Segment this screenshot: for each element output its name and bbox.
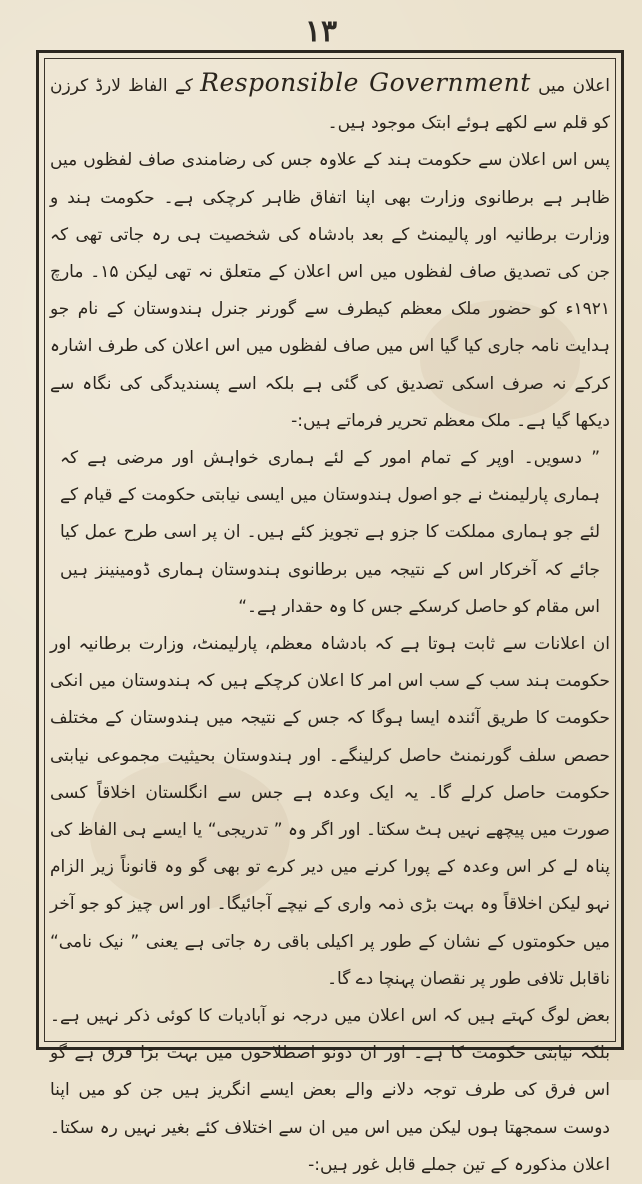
urdu-text-body bbox=[50, 64, 611, 1175]
paragraph-5: بعض لوگ کہتے ہیں کہ اس اعلان میں درجہ نو آبادیات کا کوئی ذکر نہیں ہے۔ بلکہ نیابتی حکومت کا ہے۔ اور ان دونو اصطلاحوں میں بہت بڑا فرق ہے گو اس فرق کی طرف توجہ دلانے والے بعض ایسے انگریز ہیں جن کو میں اپنا دوست سمجھتا ہوں لیکن میں اس میں ان سے اختلاف کئے بغیر نہیں رہ سکتا۔ اعلان مذکورہ کے تین جملے قابل غور ہیں:- bbox=[50, 1006, 610, 1175]
paragraph-1-tail: کے الفاظ لارڈ کرزن کو قلم سے لکھے ہوئے ابتک موجود ہیں۔ bbox=[50, 76, 610, 134]
paragraph-2: پس اس اعلان سے حکومت ہند کے علاوہ جس کی رضامندی صاف لفظوں میں ظاہر ہے برطانوی وزارت بھی اپنا اتفاق ظاہر کرچکی ہے۔ حکومت ہند و وزارت برطانیہ اور پالیمنٹ کے بعد بادشاہ کی شخصیت ہی رہ جاتی تھی کہ جن کی تصدیق صاف لفظوں میں اس اعلان کے متعلق نہ تھی لیکن ۱۵۔ مارچ ۱۹۲۱ء کو حضور ملک معظم کیطرف سے گورنر جنرل ہندوستان کے نام جو ہدایت نامہ جاری کیا گیا اس میں صاف لفظوں میں اس اعلان کی طرف اشارہ کرکے نہ صرف اسکی تصدیق کی گئی ہے بلکہ اسے پسندیدگی کی نگاہ سے دیکھا گیا ہے۔ ملک معظم تحریر فرماتے ہیں:- bbox=[50, 150, 610, 431]
paragraph-1 bbox=[50, 64, 610, 142]
paragraph-4: ان اعلانات سے ثابت ہوتا ہے کہ بادشاہ معظم، پارلیمنٹ، وزارت برطانیہ اور حکومت ہند سب کے سب اس امر کا اعلان کرچکے ہیں کہ ہندوستان میں انکی حکومت کا طریق آئندہ ایسا ہوگا کہ جس کے نتیجہ میں ہندوستان کے مختلف حصص سلف گورنمنٹ حاصل کرلینگے۔ اور ہندوستان بحیثیت مجموعی نیابتی حکومت حاصل کرلے گا۔ یہ ایک وعدہ ہے جس سے انگلستان اخلاقاً کسی صورت میں پیچھے نہیں ہٹ سکتا۔ اور اگر وہ ” تدریجی“ یا ایسے ہی الفاظ کی پناہ لے کر اس وعدہ کے پورا کرنے میں دیر کرے تو بھی گو وہ قانوناً زیر الزام نہو لیکن اخلاقاً وہ بہت بڑی ذمہ واری کے نیچے آجائیگا۔ اور اس چیز کو جو آخر میں حکومتوں کے نشان کے طور پر اکیلی باقی رہ جاتی ہے یعنی ” نیک نامی“ ناقابل تلافی طور پر نقصان پہنچا دے گا۔ bbox=[50, 634, 610, 989]
page-number: ١٣ bbox=[304, 14, 338, 49]
royal-quote: ” دسویں۔ اوپر کے تمام امور کے لئے ہماری خواہش اور مرضی ہے کہ ہماری پارلیمنٹ نے جو اصول ہندوستان میں ایسی نیابتی حکومت کے قیام کے لئے جو ہماری مملکت کا جزو ہے تجویز کئے ہیں۔ ان پر اسی طرح عمل کیا جائے کہ آخرکار اس کے نتیجہ میں برطانوی ہندوستان ہماری ڈومینینز ہیں اس مقام کو حاصل کرسکے جس کا وہ حقدار ہے۔“ bbox=[60, 448, 600, 617]
paragraph-1-lead: اعلان میں bbox=[530, 76, 611, 96]
english-phrase: Responsible Government bbox=[200, 68, 531, 97]
